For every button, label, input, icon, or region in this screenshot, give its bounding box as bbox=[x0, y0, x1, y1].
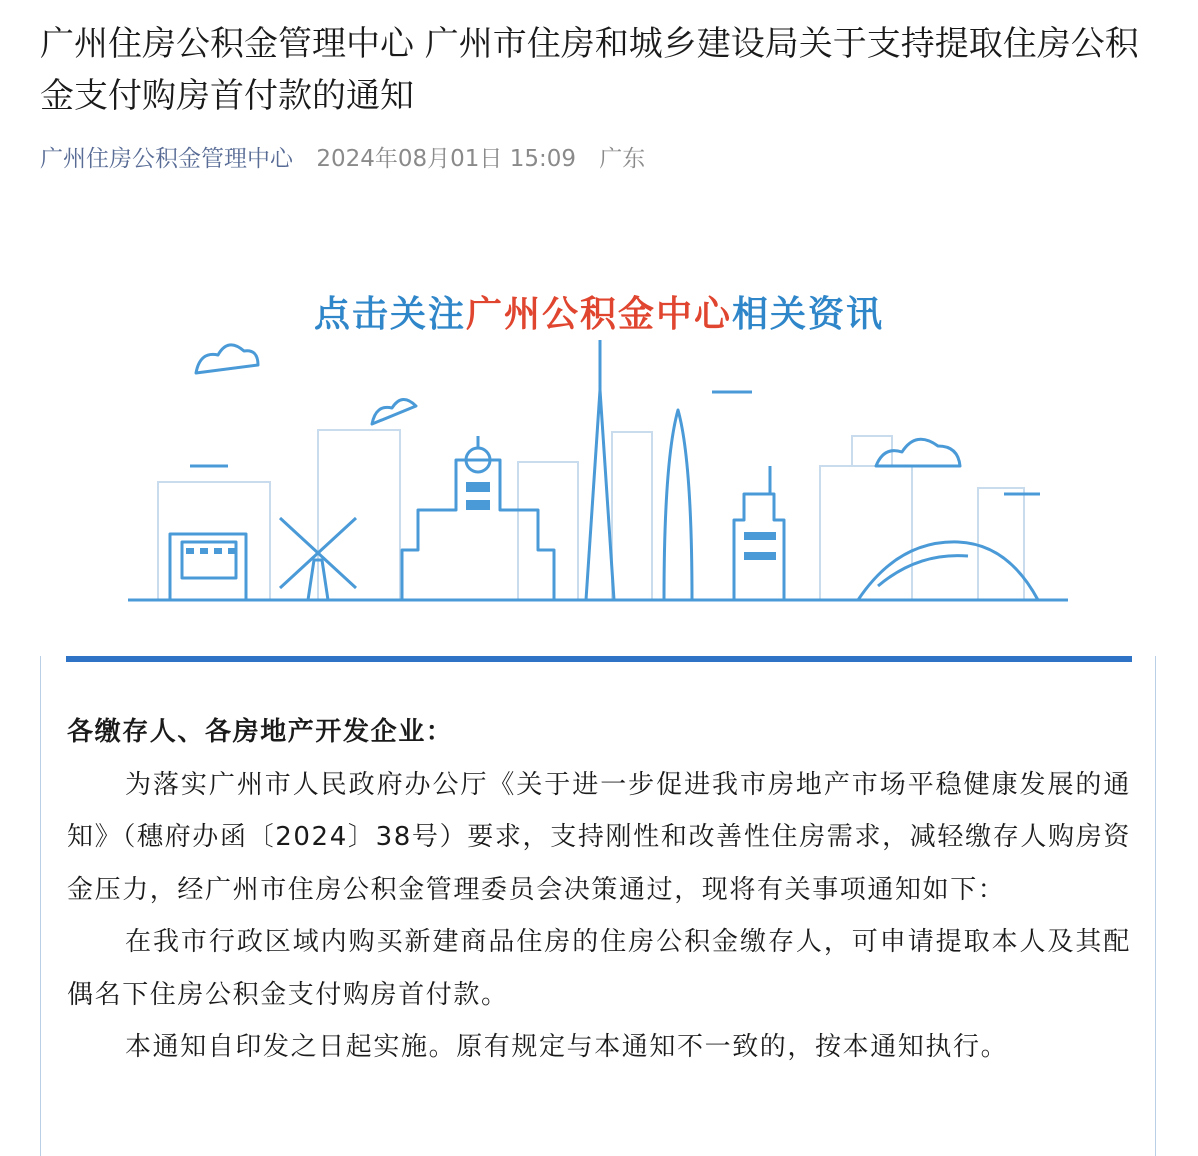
account-name-link[interactable]: 广州住房公积金管理中心 bbox=[40, 146, 293, 172]
card-accent-bar bbox=[66, 656, 1132, 662]
banner-title: 点击关注广州公积金中心相关资讯 bbox=[313, 294, 885, 335]
notice-paragraph: 为落实广州市人民政府办公厅《关于进一步促进我市房地产市场平稳健康发展的通知》（穗府办函〔2024〕38号）要求，支持刚性和改善性住房需求，减轻缴存人购房资金压力，经广州市住房公积金管理委员会决策通过，现将有关事项通知如下： bbox=[67, 769, 1131, 905]
city-skyline-illustration bbox=[0, 270, 1198, 620]
follow-banner[interactable] bbox=[0, 270, 1198, 620]
notice-card bbox=[40, 656, 1156, 1156]
notice-body bbox=[67, 706, 1131, 1074]
notice-paragraph: 在我市行政区域内购买新建商品住房的住房公积金缴存人，可申请提取本人及其配偶名下住房公积金支付购房首付款。 bbox=[67, 927, 1131, 1010]
article-title: 广州住房公积金管理中心 广州市住房和城乡建设局关于支持提取住房公积金支付购房首付款的通知 bbox=[40, 24, 1139, 116]
publish-time: 2024年08月01日 15:09 bbox=[316, 146, 576, 172]
notice-salutation: 各缴存人、各房地产开发企业： bbox=[67, 717, 454, 747]
notice-paragraph: 本通知自印发之日起实施。原有规定与本通知不一致的，按本通知执行。 bbox=[125, 1032, 1009, 1062]
article-meta bbox=[40, 140, 645, 173]
publish-location: 广东 bbox=[599, 146, 646, 172]
